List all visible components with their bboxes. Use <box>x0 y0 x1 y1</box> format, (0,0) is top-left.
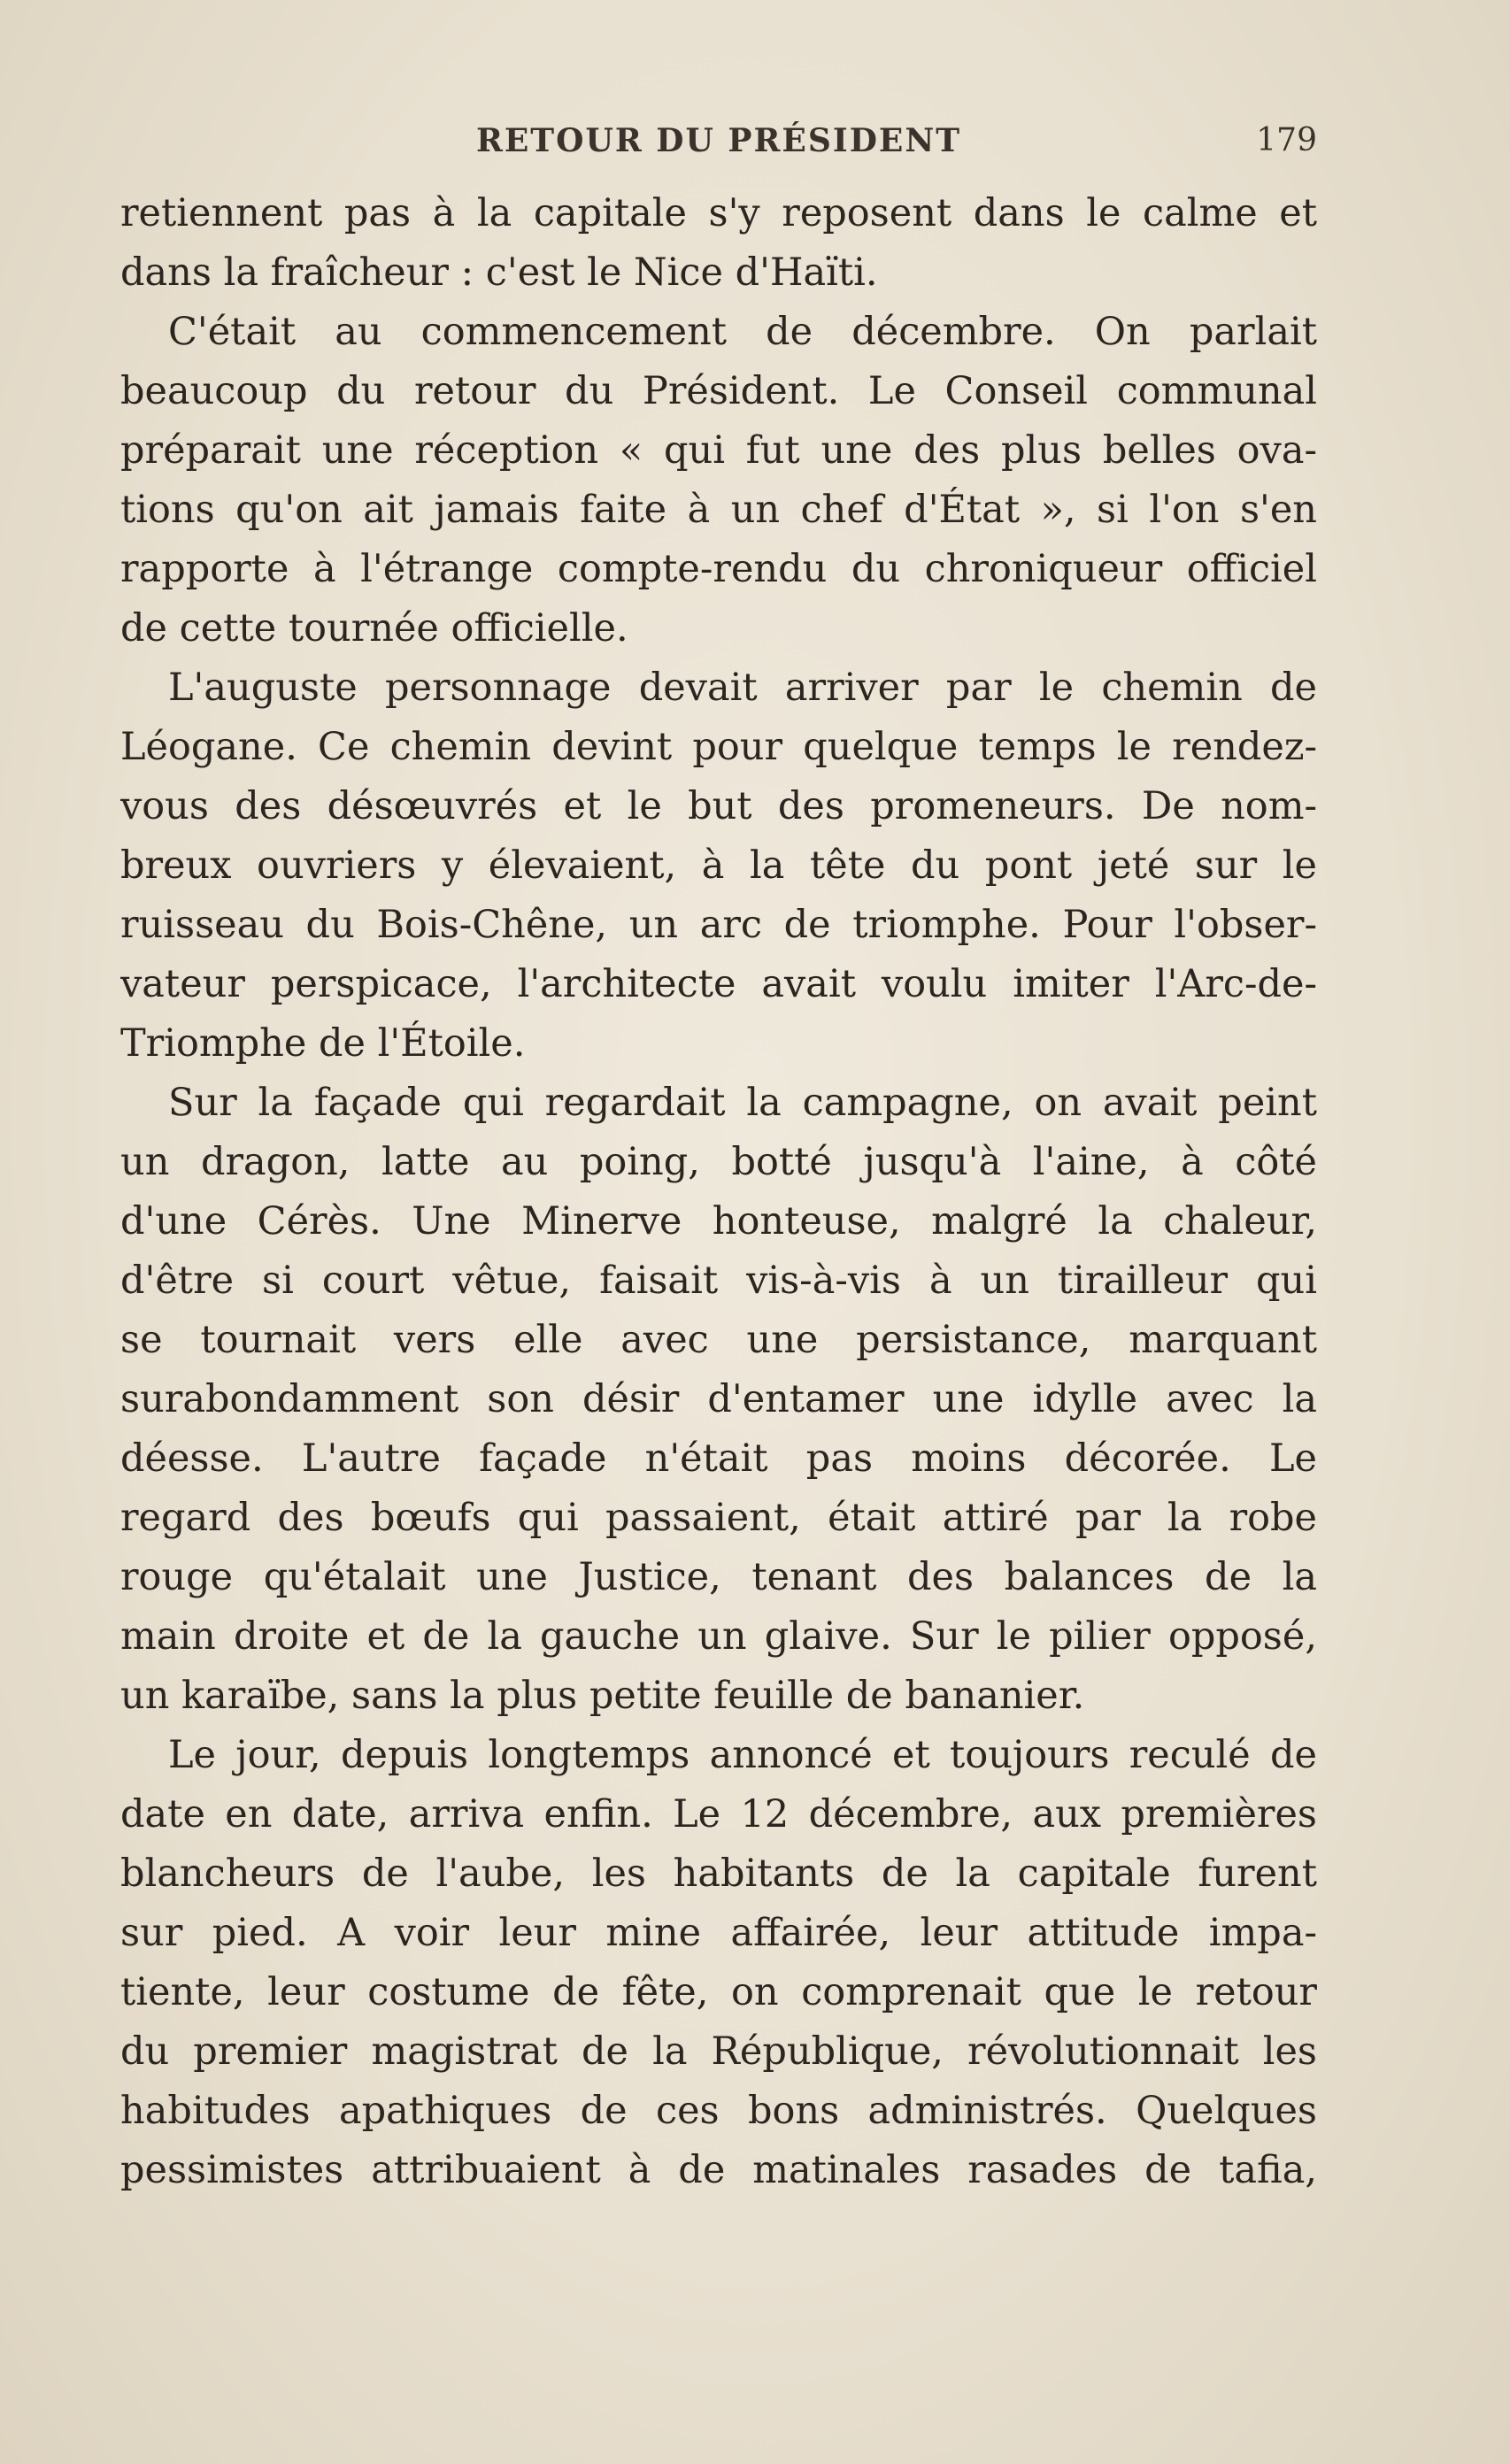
text-line: Le jour, depuis longtemps annoncé et toujours reculé de <box>168 1733 1317 1777</box>
text-line: un karaïbe, sans la plus petite feuille de bananier. <box>120 1674 1085 1718</box>
text-line: préparait une réception « qui fut une des plus belles ova- <box>120 428 1317 473</box>
page-number: 179 <box>1256 122 1317 158</box>
text-line: dans la fraîcheur : c'est le Nice d'Haïti. <box>120 250 878 295</box>
text-line: déesse. L'autre façade n'était pas moins décorée. Le <box>120 1436 1317 1481</box>
text-line: tiente, leur costume de fête, on comprenait que le retour <box>120 1970 1317 2014</box>
text-line: L'auguste personnage devait arriver par le chemin de <box>168 666 1317 710</box>
text-line: du premier magistrat de la République, révolutionnait les <box>120 2029 1317 2074</box>
text-line: date en date, arriva enfin. Le 12 décembre, aux premières <box>120 1792 1317 1836</box>
text-line: se tournait vers elle avec une persistance, marquant <box>120 1318 1317 1362</box>
text-line: d'une Cérès. Une Minerve honteuse, malgré la chaleur, <box>120 1199 1317 1244</box>
body-text <box>120 184 1317 2200</box>
text-line: Léogane. Ce chemin devint pour quelque temps le rendez- <box>120 725 1317 769</box>
page-header <box>120 122 1317 166</box>
text-line: Sur la façade qui regardait la campagne, on avait peint <box>168 1081 1317 1125</box>
text-line: sur pied. A voir leur mine affairée, leur attitude impa- <box>120 1911 1317 1955</box>
text-line: retiennent pas à la capitale s'y reposent dans le calme et <box>120 191 1317 235</box>
text-line: breux ouvriers y élevaient, à la tête du pont jeté sur le <box>120 843 1317 888</box>
text-line: blancheurs de l'aube, les habitants de la capitale furent <box>120 1852 1317 1896</box>
text-line: habitudes apathiques de ces bons administrés. Quelques <box>120 2089 1317 2133</box>
text-line: de cette tournée officielle. <box>120 606 628 651</box>
text-line: beaucoup du retour du Président. Le Conseil communal <box>120 369 1317 413</box>
text-line: Triomphe de l'Étoile. <box>120 1021 526 1066</box>
text-line: un dragon, latte au poing, botté jusqu'à l'aine, à côté <box>120 1140 1317 1184</box>
text-line: surabondamment son désir d'entamer une idylle avec la <box>120 1377 1317 1421</box>
text-line: main droite et de la gauche un glaive. Sur le pilier opposé, <box>120 1614 1317 1659</box>
running-title: RETOUR DU PRÉSIDENT <box>475 122 962 159</box>
text-line: vous des désœuvrés et le but des promeneurs. De nom- <box>120 784 1317 828</box>
text-line: vateur perspicace, l'architecte avait voulu imiter l'Arc-de- <box>120 962 1317 1006</box>
text-line: pessimistes attribuaient à de matinales rasades de tafia, <box>120 2148 1317 2192</box>
text-line: regard des bœufs qui passaient, était attiré par la robe <box>120 1496 1317 1540</box>
text-line: tions qu'on ait jamais faite à un chef d'État », si l'on s'en <box>120 488 1317 532</box>
text-line: ruisseau du Bois-Chêne, un arc de triomphe. Pour l'obser- <box>120 903 1317 947</box>
text-line: rapporte à l'étrange compte-rendu du chroniqueur officiel <box>120 547 1317 591</box>
text-line: rouge qu'étalait une Justice, tenant des balances de la <box>120 1555 1317 1599</box>
text-line: d'être si court vêtue, faisait vis-à-vis à un tirailleur qui <box>120 1259 1317 1303</box>
text-line: C'était au commencement de décembre. On parlait <box>168 310 1317 354</box>
